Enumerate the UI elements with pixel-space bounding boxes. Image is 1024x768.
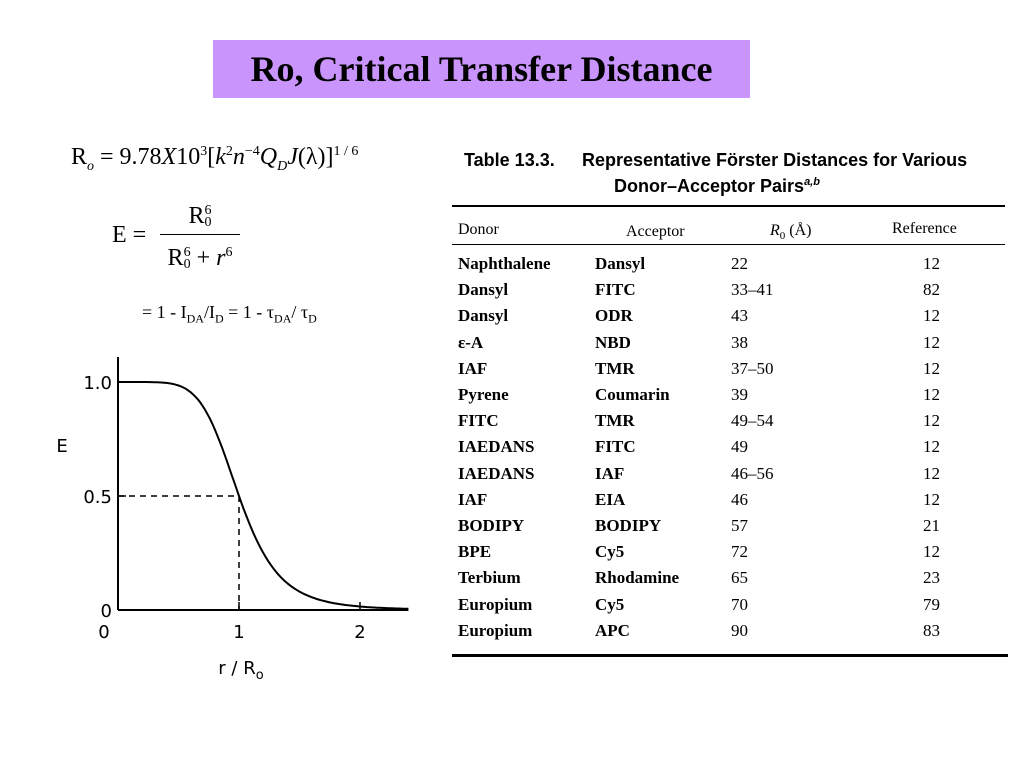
eq-symbol: D [308,311,317,326]
x-tick-label: 2 [354,622,366,643]
cell-reference: 12 [923,542,940,562]
x-axis-label [218,658,263,683]
table-caption-line2 [614,172,820,196]
eq-symbol: X [161,144,177,170]
eq-symbol: Q [259,144,278,170]
cell-r0: 49 [731,437,748,457]
eq-symbol: 6 [204,203,212,219]
table-label: Table 13.3. [464,150,555,170]
cell-r0: 46–56 [731,463,774,483]
eq-symbol: 0 [183,257,191,273]
cell-r0: 90 [731,620,748,640]
eq-symbol: 10 [176,144,201,170]
table-row [452,306,1012,332]
efficiency-vs-distance-plot [0,340,430,700]
eq-symbol: 6 [183,245,191,261]
cell-acceptor: Rhodamine [595,568,680,588]
table-row [452,411,1012,437]
header-reference: Reference [892,220,957,237]
cell-acceptor: Coumarin [595,385,670,404]
cell-reference: 12 [923,489,940,509]
cell-acceptor: TMR [595,358,635,378]
cell-donor: FITC [458,411,499,431]
fraction-numerator [160,200,240,232]
cell-reference: 12 [923,463,940,483]
table-row [452,516,1012,542]
fraction-denominator [160,237,240,273]
cell-acceptor: FITC [595,280,636,300]
fraction-bar [160,234,240,235]
cell-r0: 46 [731,489,748,509]
eq-symbol: DA [186,311,204,326]
eq-symbol: D [214,311,224,326]
y-tick-label: 0.5 [83,487,112,508]
table-row [452,437,1012,463]
cell-reference: 83 [923,620,940,640]
table-row [452,280,1012,306]
cell-reference: 12 [923,332,940,352]
eq-symbol: o [87,158,95,174]
table-header-rule [452,244,1005,245]
cell-donor: BPE [458,542,492,562]
cell-acceptor: IAF [595,463,625,483]
eq-symbol: 6 [225,245,233,260]
cell-donor: IAEDANS [458,437,535,457]
eq-symbol: 1 / 6 [333,144,359,159]
eq-symbol: k [215,144,226,170]
eq-symbol: ] [325,144,334,170]
eq-symbol: + [190,245,217,271]
x-axis-label-sub: o [255,668,264,683]
header-r0 [770,222,812,242]
cell-r0: 65 [731,568,748,588]
eq-symbol: n [232,144,245,170]
cell-donor: Europium [458,620,533,640]
eq-symbol: / τ [291,302,309,322]
cell-reference: 12 [923,437,940,457]
header-donor: Donor [458,221,499,238]
table-row [452,333,1012,359]
table-caption-line1: Representative Förster Distances for Various [582,150,968,170]
cell-r0: 22 [731,254,748,273]
cell-acceptor: EIA [595,489,626,509]
cell-acceptor: NBD [595,332,631,352]
cell-donor: Pyrene [458,385,509,404]
cell-donor: Europium [458,594,533,614]
cell-acceptor: TMR [595,411,635,431]
cell-reference: 12 [923,254,940,273]
x-tick-label: 0 [98,622,110,643]
header-r0-unit: (Å) [785,222,812,239]
table-row [452,542,1012,568]
eq-symbol: = 1 - I [142,302,187,322]
cell-acceptor: APC [595,620,630,640]
eq-symbol: [ [207,144,216,170]
eq-symbol: R [188,203,205,229]
cell-r0: 57 [731,516,748,535]
cell-donor: Dansyl [458,280,509,300]
cell-reference: 21 [923,516,940,535]
eq-symbol: DA [274,311,292,326]
eq-symbol: J [287,144,298,170]
cell-r0: 43 [731,306,748,326]
e-equation-fraction [160,200,240,273]
cell-reference: 12 [923,385,940,404]
e-equation-lhs: E = [112,222,147,248]
cell-reference: 79 [923,594,940,614]
eq-symbol: /I [203,302,215,322]
cell-r0: 49–54 [731,411,774,431]
eq-symbol: R [167,245,184,271]
cell-acceptor: Cy5 [595,594,625,614]
header-r0-sub: 0 [779,230,786,243]
table-row [452,359,1012,385]
cell-donor: Terbium [458,568,521,588]
cell-acceptor: Cy5 [595,542,625,562]
title-banner [213,40,750,98]
cell-acceptor: ODR [595,306,633,326]
header-acceptor: Acceptor [626,223,685,240]
cell-acceptor: Dansyl [595,254,646,273]
eq-symbol: r [216,245,226,271]
caption-superscript: a,b [804,176,820,188]
cell-r0: 72 [731,542,748,562]
eq-symbol: −4 [244,144,260,159]
eq-symbol: D [277,158,288,174]
cell-reference: 12 [923,306,940,326]
eq-symbol: = 9.78 [94,144,162,170]
cell-donor: IAF [458,358,488,378]
cell-donor: ε-A [458,332,484,352]
table-row [452,621,1012,647]
cell-r0: 38 [731,332,748,352]
table-row [452,490,1012,516]
cell-r0: 33–41 [731,280,774,300]
eq-symbol: = 1 - τ [223,302,275,322]
table-row [452,254,1012,280]
cell-reference: 12 [923,358,940,378]
cell-r0: 37–50 [731,358,774,378]
eq-symbol: 3 [200,144,208,159]
table-row [452,464,1012,490]
table-row [452,385,1012,411]
cell-donor: IAF [458,489,488,509]
eq-symbol: (λ) [297,144,326,170]
ro-equation [71,144,358,175]
cell-donor: Naphthalene [458,254,551,273]
cell-donor: IAEDANS [458,463,535,483]
cell-reference: 82 [923,280,940,300]
efficiency-curve [118,382,408,609]
eq-symbol: 2 [225,144,233,159]
x-tick-label: 1 [233,622,245,643]
y-tick-label: 1.0 [83,373,112,394]
eq-symbol: R [71,144,88,170]
page-title: Ro, Critical Transfer Distance [250,49,713,89]
cell-reference: 12 [923,411,940,431]
cell-reference: 23 [923,568,940,588]
header-r0-symbol: R [770,222,780,239]
table-top-rule [452,205,1005,207]
x-axis-label-main: r / R [218,658,256,679]
table-row [452,568,1012,594]
cell-acceptor: FITC [595,437,636,457]
eq-symbol: 0 [204,215,212,231]
y-tick-label: 0 [100,601,112,622]
cell-acceptor: BODIPY [595,516,662,535]
table-bottom-rule [452,654,1008,657]
cell-r0: 39 [731,385,748,404]
efficiency-ratio-equation [142,302,317,327]
caption-text: Donor–Acceptor Pairs [614,176,805,196]
y-axis-label: E [56,435,68,457]
cell-donor: BODIPY [458,516,525,535]
cell-donor: Dansyl [458,306,509,326]
cell-r0: 70 [731,594,748,614]
table-row [452,595,1012,621]
